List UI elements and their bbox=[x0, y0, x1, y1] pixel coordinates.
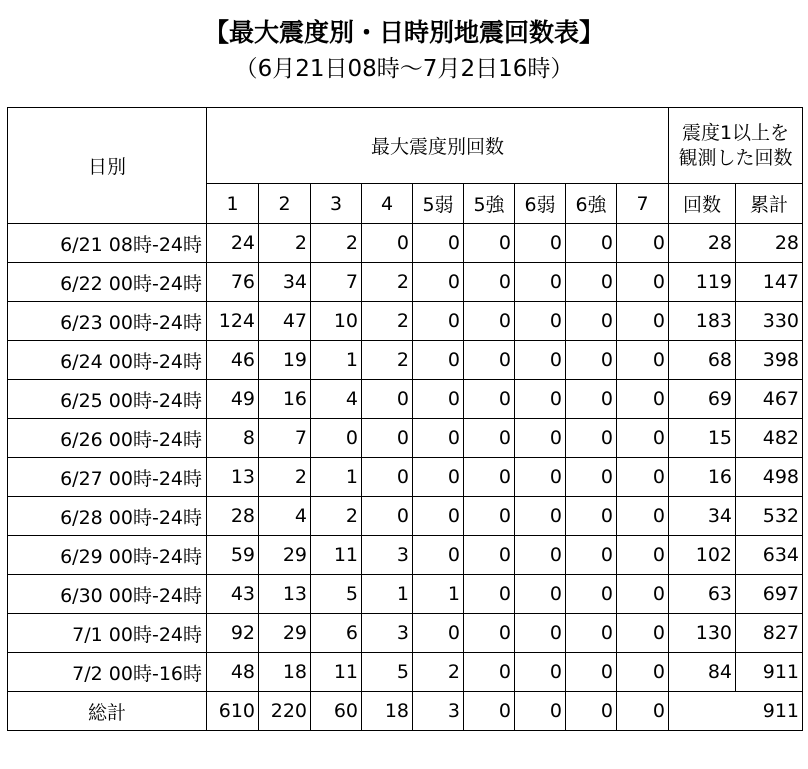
intensity-count-cell: 18 bbox=[259, 653, 311, 692]
intensity-count-cell: 24 bbox=[207, 224, 259, 263]
intensity-count-cell: 0 bbox=[464, 614, 515, 653]
table-row bbox=[8, 341, 803, 380]
row-date: 6/27 00時-24時 bbox=[8, 458, 207, 497]
total-intensity-cell: 0 bbox=[515, 692, 566, 731]
observed-count-header-line2: 観測した回数 bbox=[678, 146, 793, 169]
observed-count-header bbox=[669, 108, 803, 184]
total-intensity-cell: 60 bbox=[311, 692, 362, 731]
intensity-count-cell: 0 bbox=[413, 263, 464, 302]
intensity-count-cell: 0 bbox=[566, 575, 617, 614]
intensity-count-cell: 29 bbox=[259, 614, 311, 653]
intensity-count-cell: 0 bbox=[617, 341, 669, 380]
intensity-count-cell: 0 bbox=[566, 263, 617, 302]
intensity-count-cell: 0 bbox=[566, 380, 617, 419]
intensity-count-cell: 59 bbox=[207, 536, 259, 575]
intensity-count-cell: 2 bbox=[259, 458, 311, 497]
intensity-count-cell: 0 bbox=[566, 653, 617, 692]
intensity-count-cell: 0 bbox=[617, 263, 669, 302]
intensity-count-cell: 6 bbox=[311, 614, 362, 653]
table-row bbox=[8, 614, 803, 653]
cumulative-count-cell: 498 bbox=[736, 458, 803, 497]
intensity-count-cell: 29 bbox=[259, 536, 311, 575]
table-row bbox=[8, 302, 803, 341]
intensity-count-cell: 0 bbox=[413, 419, 464, 458]
observed-count-cell: 15 bbox=[669, 419, 736, 458]
intensity-count-cell: 0 bbox=[515, 302, 566, 341]
intensity-count-cell: 0 bbox=[413, 224, 464, 263]
observed-count-cell: 183 bbox=[669, 302, 736, 341]
intensity-count-cell: 0 bbox=[617, 536, 669, 575]
intensity-count-cell: 0 bbox=[515, 224, 566, 263]
row-date: 6/22 00時-24時 bbox=[8, 263, 207, 302]
intensity-column-header: 4 bbox=[362, 184, 413, 224]
intensity-column-header: 6強 bbox=[566, 184, 617, 224]
intensity-count-cell: 2 bbox=[362, 263, 413, 302]
intensity-count-cell: 0 bbox=[515, 497, 566, 536]
intensity-count-cell: 0 bbox=[413, 536, 464, 575]
intensity-count-cell: 0 bbox=[617, 458, 669, 497]
observed-count-cell: 68 bbox=[669, 341, 736, 380]
intensity-count-cell: 0 bbox=[515, 341, 566, 380]
intensity-count-cell: 0 bbox=[464, 302, 515, 341]
intensity-count-cell: 2 bbox=[362, 302, 413, 341]
intensity-count-cell: 76 bbox=[207, 263, 259, 302]
row-date: 6/30 00時-24時 bbox=[8, 575, 207, 614]
intensity-count-cell: 0 bbox=[413, 497, 464, 536]
cumulative-count-cell: 28 bbox=[736, 224, 803, 263]
intensity-count-cell: 4 bbox=[311, 380, 362, 419]
intensity-count-cell: 0 bbox=[515, 380, 566, 419]
cumulative-count-cell: 398 bbox=[736, 341, 803, 380]
intensity-count-cell: 8 bbox=[207, 419, 259, 458]
intensity-count-cell: 0 bbox=[413, 302, 464, 341]
intensity-count-cell: 0 bbox=[566, 614, 617, 653]
intensity-count-cell: 0 bbox=[515, 263, 566, 302]
intensity-count-cell: 4 bbox=[259, 497, 311, 536]
intensity-count-cell: 5 bbox=[362, 653, 413, 692]
table-row bbox=[8, 224, 803, 263]
intensity-count-cell: 0 bbox=[464, 536, 515, 575]
intensity-count-cell: 0 bbox=[566, 302, 617, 341]
observed-count-cell: 130 bbox=[669, 614, 736, 653]
cumulative-count-cell: 482 bbox=[736, 419, 803, 458]
intensity-count-cell: 43 bbox=[207, 575, 259, 614]
intensity-count-cell: 0 bbox=[464, 653, 515, 692]
intensity-count-cell: 0 bbox=[566, 458, 617, 497]
intensity-count-cell: 124 bbox=[207, 302, 259, 341]
intensity-count-cell: 0 bbox=[515, 419, 566, 458]
intensity-count-cell: 16 bbox=[259, 380, 311, 419]
intensity-count-cell: 0 bbox=[566, 341, 617, 380]
date-column-header: 日別 bbox=[8, 108, 207, 224]
cumulative-column-header: 累計 bbox=[736, 184, 803, 224]
intensity-count-cell: 13 bbox=[207, 458, 259, 497]
intensity-count-cell: 34 bbox=[259, 263, 311, 302]
intensity-count-cell: 0 bbox=[464, 458, 515, 497]
intensity-count-cell: 1 bbox=[362, 575, 413, 614]
intensity-count-cell: 0 bbox=[617, 302, 669, 341]
count-column-header: 回数 bbox=[669, 184, 736, 224]
table-row bbox=[8, 536, 803, 575]
intensity-count-cell: 0 bbox=[515, 614, 566, 653]
intensity-count-cell: 10 bbox=[311, 302, 362, 341]
total-cumulative-cell: 911 bbox=[669, 692, 803, 731]
intensity-count-cell: 0 bbox=[566, 224, 617, 263]
intensity-column-header: 6弱 bbox=[515, 184, 566, 224]
row-date: 7/2 00時-16時 bbox=[8, 653, 207, 692]
intensity-count-cell: 49 bbox=[207, 380, 259, 419]
intensity-count-cell: 0 bbox=[311, 419, 362, 458]
total-intensity-cell: 610 bbox=[207, 692, 259, 731]
table-row bbox=[8, 458, 803, 497]
intensity-count-cell: 1 bbox=[311, 458, 362, 497]
row-date: 6/28 00時-24時 bbox=[8, 497, 207, 536]
row-date: 6/25 00時-24時 bbox=[8, 380, 207, 419]
row-date: 6/21 08時-24時 bbox=[8, 224, 207, 263]
intensity-count-cell: 0 bbox=[617, 614, 669, 653]
intensity-count-cell: 3 bbox=[362, 614, 413, 653]
table-title: 【最大震度別・日時別地震回数表】 bbox=[203, 18, 604, 47]
observed-count-cell: 119 bbox=[669, 263, 736, 302]
row-date: 6/26 00時-24時 bbox=[8, 419, 207, 458]
intensity-column-header: 1 bbox=[207, 184, 259, 224]
table-row bbox=[8, 575, 803, 614]
intensity-count-cell: 0 bbox=[515, 653, 566, 692]
intensity-count-cell: 0 bbox=[413, 380, 464, 419]
observed-count-cell: 16 bbox=[669, 458, 736, 497]
intensity-group-header: 最大震度別回数 bbox=[207, 108, 669, 184]
intensity-count-cell: 11 bbox=[311, 536, 362, 575]
intensity-count-cell: 0 bbox=[617, 380, 669, 419]
observed-count-cell: 63 bbox=[669, 575, 736, 614]
intensity-count-cell: 13 bbox=[259, 575, 311, 614]
table-row bbox=[8, 653, 803, 692]
total-intensity-cell: 220 bbox=[259, 692, 311, 731]
intensity-column-header: 7 bbox=[617, 184, 669, 224]
table-subtitle: （6月21日08時～7月2日16時） bbox=[234, 56, 574, 82]
intensity-count-cell: 5 bbox=[311, 575, 362, 614]
intensity-count-cell: 2 bbox=[413, 653, 464, 692]
row-date: 6/29 00時-24時 bbox=[8, 536, 207, 575]
intensity-count-cell: 7 bbox=[259, 419, 311, 458]
intensity-count-cell: 0 bbox=[617, 653, 669, 692]
intensity-column-header: 2 bbox=[259, 184, 311, 224]
intensity-count-cell: 0 bbox=[617, 497, 669, 536]
intensity-count-cell: 0 bbox=[362, 458, 413, 497]
intensity-count-cell: 0 bbox=[617, 575, 669, 614]
total-intensity-cell: 0 bbox=[566, 692, 617, 731]
total-intensity-cell: 3 bbox=[413, 692, 464, 731]
observed-count-header-line1: 震度1以上を bbox=[681, 121, 790, 144]
intensity-count-cell: 2 bbox=[311, 224, 362, 263]
intensity-count-cell: 0 bbox=[362, 224, 413, 263]
intensity-count-cell: 0 bbox=[362, 419, 413, 458]
intensity-count-cell: 0 bbox=[464, 263, 515, 302]
intensity-count-cell: 19 bbox=[259, 341, 311, 380]
cumulative-count-cell: 697 bbox=[736, 575, 803, 614]
cumulative-count-cell: 634 bbox=[736, 536, 803, 575]
observed-count-cell: 34 bbox=[669, 497, 736, 536]
intensity-count-cell: 0 bbox=[464, 341, 515, 380]
observed-count-cell: 102 bbox=[669, 536, 736, 575]
intensity-count-cell: 1 bbox=[311, 341, 362, 380]
intensity-count-cell: 28 bbox=[207, 497, 259, 536]
intensity-count-cell: 7 bbox=[311, 263, 362, 302]
intensity-column-header: 5弱 bbox=[413, 184, 464, 224]
cumulative-count-cell: 827 bbox=[736, 614, 803, 653]
intensity-count-cell: 0 bbox=[362, 380, 413, 419]
intensity-count-cell: 3 bbox=[362, 536, 413, 575]
intensity-count-cell: 0 bbox=[515, 536, 566, 575]
cumulative-count-cell: 911 bbox=[736, 653, 803, 692]
total-row bbox=[8, 692, 803, 731]
intensity-count-cell: 0 bbox=[566, 536, 617, 575]
intensity-count-cell: 0 bbox=[464, 575, 515, 614]
table-row bbox=[8, 497, 803, 536]
intensity-count-cell: 0 bbox=[515, 458, 566, 497]
row-date: 6/23 00時-24時 bbox=[8, 302, 207, 341]
observed-count-cell: 84 bbox=[669, 653, 736, 692]
intensity-count-cell: 11 bbox=[311, 653, 362, 692]
table-row bbox=[8, 263, 803, 302]
intensity-count-cell: 2 bbox=[362, 341, 413, 380]
table-row bbox=[8, 380, 803, 419]
intensity-count-cell: 0 bbox=[566, 497, 617, 536]
intensity-column-header: 3 bbox=[311, 184, 362, 224]
intensity-column-header: 5強 bbox=[464, 184, 515, 224]
total-intensity-cell: 0 bbox=[464, 692, 515, 731]
observed-count-cell: 69 bbox=[669, 380, 736, 419]
intensity-count-cell: 1 bbox=[413, 575, 464, 614]
row-date: 7/1 00時-24時 bbox=[8, 614, 207, 653]
intensity-count-cell: 0 bbox=[362, 497, 413, 536]
intensity-count-cell: 46 bbox=[207, 341, 259, 380]
total-intensity-cell: 18 bbox=[362, 692, 413, 731]
cumulative-count-cell: 467 bbox=[736, 380, 803, 419]
intensity-count-cell: 2 bbox=[311, 497, 362, 536]
intensity-count-cell: 0 bbox=[464, 224, 515, 263]
intensity-count-cell: 0 bbox=[515, 575, 566, 614]
intensity-count-cell: 0 bbox=[617, 224, 669, 263]
intensity-count-cell: 0 bbox=[413, 341, 464, 380]
cumulative-count-cell: 532 bbox=[736, 497, 803, 536]
table-body bbox=[8, 224, 803, 731]
observed-count-cell: 28 bbox=[669, 224, 736, 263]
earthquake-count-table bbox=[7, 107, 803, 731]
table-row bbox=[8, 419, 803, 458]
intensity-count-cell: 2 bbox=[259, 224, 311, 263]
intensity-count-cell: 0 bbox=[617, 419, 669, 458]
intensity-count-cell: 0 bbox=[413, 458, 464, 497]
intensity-count-cell: 0 bbox=[566, 419, 617, 458]
intensity-count-cell: 47 bbox=[259, 302, 311, 341]
row-date: 6/24 00時-24時 bbox=[8, 341, 207, 380]
intensity-count-cell: 0 bbox=[464, 419, 515, 458]
intensity-count-cell: 0 bbox=[464, 497, 515, 536]
intensity-count-cell: 0 bbox=[464, 380, 515, 419]
intensity-count-cell: 92 bbox=[207, 614, 259, 653]
intensity-count-cell: 0 bbox=[413, 614, 464, 653]
intensity-count-cell: 48 bbox=[207, 653, 259, 692]
cumulative-count-cell: 330 bbox=[736, 302, 803, 341]
total-label: 総計 bbox=[8, 692, 207, 731]
total-intensity-cell: 0 bbox=[617, 692, 669, 731]
cumulative-count-cell: 147 bbox=[736, 263, 803, 302]
